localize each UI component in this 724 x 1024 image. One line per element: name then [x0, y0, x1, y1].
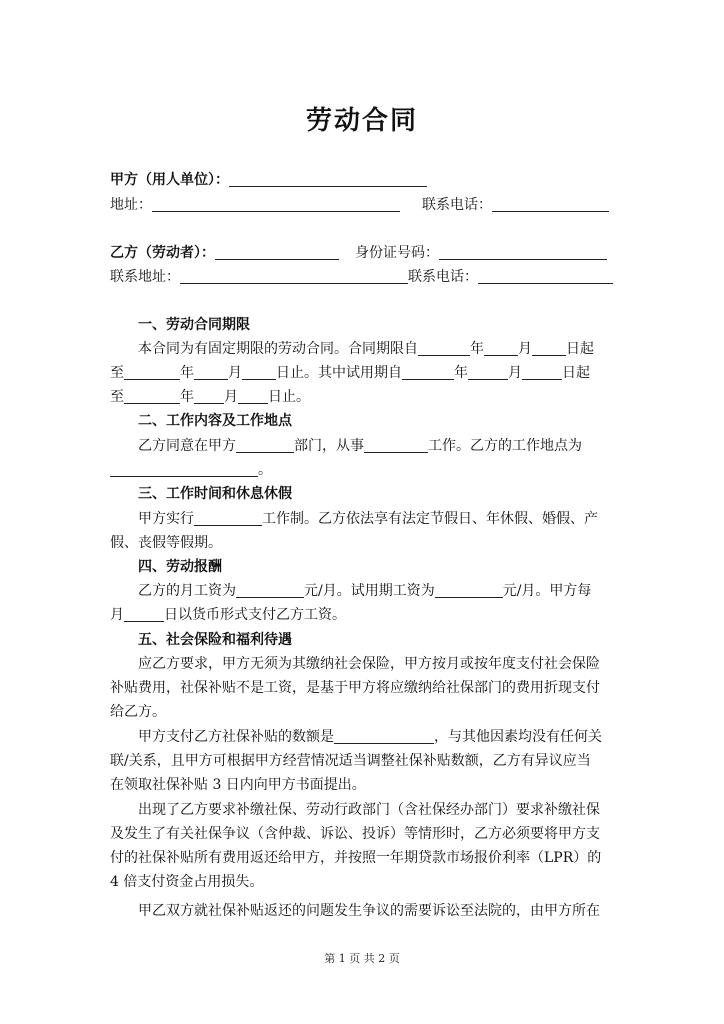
s2-text: 。 [258, 462, 272, 478]
trial-start-month-blank[interactable] [468, 363, 508, 380]
s1-text: 月 [224, 389, 238, 405]
s4-text: 元/月。试用期工资为 [304, 583, 435, 599]
work-system-blank[interactable] [194, 509, 262, 526]
section-4-title: 四、劳动报酬 [138, 559, 222, 575]
party-b-label: 乙方（劳动者）： [110, 245, 215, 261]
party-b-phone-blank[interactable] [478, 267, 613, 284]
section-1-line-1 [138, 337, 615, 361]
s5-p3-line: 4 倍支付资金占用损失。 [110, 874, 264, 890]
s1-text: 本合同为有固定期限的劳动合同。合同期限自 [138, 341, 418, 357]
pay-day-blank[interactable] [124, 605, 164, 622]
s5-p1-line: 补贴费用，社保补贴不是工资，是基于甲方将应缴纳给社保部门的费用折现支付 [110, 680, 600, 696]
s5-text: ，与其他因素均没有任何关 [434, 729, 602, 745]
s5-text: 甲方支付乙方社保补贴的数额是 [138, 729, 334, 745]
section-3-line-2 [110, 531, 615, 555]
party-b-phone-label: 联系电话： [408, 269, 478, 285]
party-a-label: 甲方（用人单位）： [110, 172, 229, 188]
s1-text: 月 [508, 365, 522, 381]
s1-text: 日止。 [268, 389, 310, 405]
section-2-line-1 [138, 434, 615, 458]
start-month-blank[interactable] [484, 339, 518, 356]
party-b-id-blank[interactable] [439, 243, 607, 260]
party-a-phone-blank[interactable] [492, 195, 609, 212]
s2-text: 部门，从事 [294, 438, 364, 454]
trial-salary-blank[interactable] [435, 581, 503, 598]
section-3-line-1 [138, 507, 615, 531]
s1-text: 日起 [562, 365, 590, 381]
s3-text: 甲方实行 [138, 511, 194, 527]
trial-end-month-blank[interactable] [194, 387, 224, 404]
party-a-address-label: 地址： [110, 197, 152, 213]
trial-end-year-blank[interactable] [124, 387, 180, 404]
s5-p1-line: 给乙方。 [110, 704, 166, 720]
end-year-blank[interactable] [124, 363, 180, 380]
start-year-blank[interactable] [418, 339, 470, 356]
s5-p1-line: 应乙方要求，甲方无须为其缴纳社会保险，甲方按月或按年度支付社会保险 [138, 656, 600, 672]
s1-text: 年 [180, 389, 194, 405]
section-4-line-2 [110, 603, 615, 627]
s1-text: 年 [180, 365, 194, 381]
end-month-blank[interactable] [194, 363, 228, 380]
s5-p2-line: 在领取社保补贴 3 日内向甲方书面提出。 [110, 777, 366, 793]
s3-text: 工作制。乙方依法享有法定节假日、年休假、婚假、产 [262, 511, 598, 527]
s1-text: 至 [110, 365, 124, 381]
monthly-salary-blank[interactable] [236, 581, 304, 598]
end-day-blank[interactable] [242, 363, 276, 380]
department-blank[interactable] [236, 436, 294, 453]
s1-text: 日止。其中试用期自 [276, 365, 402, 381]
party-a-row [110, 168, 615, 192]
s2-text: 乙方同意在甲方 [138, 438, 236, 454]
party-a-blank[interactable] [229, 170, 427, 187]
s5-p4-line: 甲乙双方就社保补贴返还的问题发生争议的需要诉讼至法院的，由甲方所在 [138, 903, 600, 919]
party-b-id-label: 身份证号码： [355, 245, 439, 261]
s3-text: 假、丧假等假期。 [110, 535, 222, 551]
party-b-row [110, 241, 615, 265]
start-day-blank[interactable] [532, 339, 566, 356]
s5-p2-line: 联/关系，且甲方可根据甲方经营情况适当调整社保补贴数额，乙方有异议应当 [110, 753, 591, 769]
party-b-address-label: 联系地址： [110, 269, 180, 285]
section-2-line-2 [110, 458, 615, 482]
trial-start-day-blank[interactable] [522, 363, 562, 380]
s4-text: 月 [110, 607, 124, 623]
work-location-blank[interactable] [110, 460, 258, 477]
section-1-line-3 [110, 385, 615, 409]
s4-text: 日以货币形式支付乙方工资。 [164, 607, 346, 623]
s5-p3-line: 出现了乙方要求补缴社保、劳动行政部门（含社保经办部门）要求补缴社保 [138, 802, 600, 818]
s1-text: 至 [110, 389, 124, 405]
party-a-phone-label: 联系电话： [422, 197, 492, 213]
page-footer: 第 1 页 共 2 页 [324, 952, 400, 965]
s1-text: 年 [454, 365, 468, 381]
party-a-address-blank[interactable] [152, 195, 400, 212]
section-3-title: 三、工作时间和休息休假 [138, 486, 292, 502]
document-title: 劳动合同 [305, 106, 418, 136]
s5-p3-line: 及发生了有关社保争议（含仲裁、诉讼、投诉）等情形时，乙方必须要将甲方支 [110, 826, 600, 842]
party-b-address-blank[interactable] [180, 267, 408, 284]
party-b-blank[interactable] [215, 243, 339, 260]
section-5-title: 五、社会保险和福利待遇 [138, 632, 292, 648]
s1-text: 年 [470, 341, 484, 357]
party-a-address-row [110, 193, 615, 217]
s5-p3-line: 付的社保补贴所有费用返还给甲方，并按照一年期贷款市场报价利率（LPR）的 [110, 850, 602, 866]
s4-text: 元/月。甲方每 [502, 583, 592, 599]
s1-text: 日起 [566, 341, 594, 357]
insurance-subsidy-blank[interactable] [334, 727, 434, 744]
trial-start-year-blank[interactable] [402, 363, 454, 380]
s4-text: 乙方的月工资为 [138, 583, 236, 599]
section-1-line-2 [110, 361, 615, 385]
job-blank[interactable] [364, 436, 428, 453]
party-b-address-row [110, 265, 615, 289]
section-2-title: 二、工作内容及工作地点 [138, 413, 292, 429]
s1-text: 月 [518, 341, 532, 357]
trial-end-day-blank[interactable] [238, 387, 268, 404]
s1-text: 月 [228, 365, 242, 381]
section-4-line-1 [138, 579, 615, 603]
section-1-title: 一、劳动合同期限 [138, 317, 250, 333]
s2-text: 工作。乙方的工作地点为 [428, 438, 582, 454]
s5-p2-line-1 [138, 725, 615, 749]
